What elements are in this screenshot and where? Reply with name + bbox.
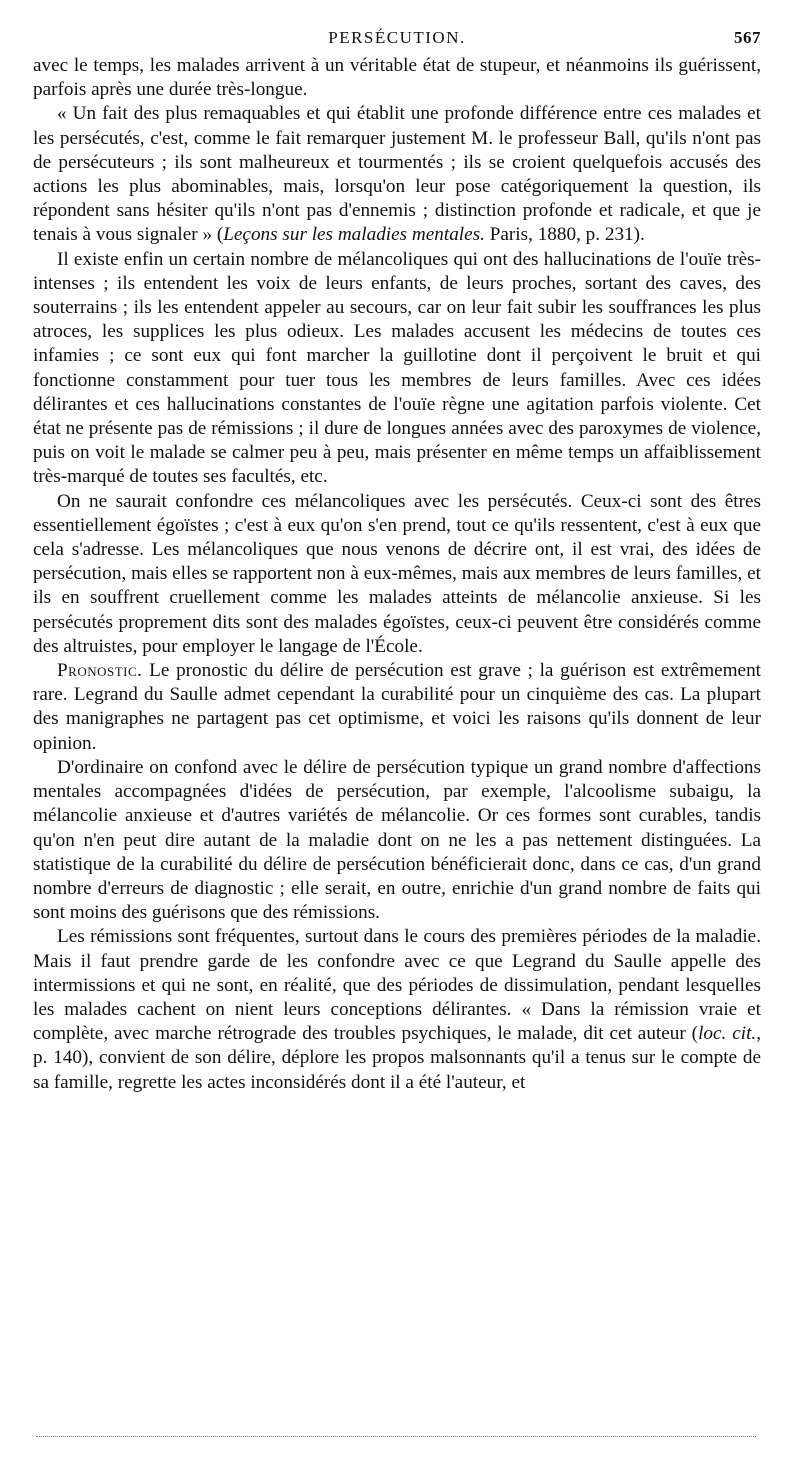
paragraph-2-end: Paris, 1880, p. 231). [484, 224, 645, 246]
paragraph-2 [33, 102, 761, 247]
citation-loc-cit: loc. cit. [698, 1023, 757, 1045]
paragraph-4-text: On ne saurait confondre ces mélancoliques avec les persécutés. Ceux-ci sont des êtres essentiellement égoïstes ; c'est à eux qu'on s'en prend, tout ce qu'ils ressentent, c'est à eux que cela s'adresse. Les mélancoliques que nous venons de décrire ont, il est vrai, des idées de persécution, mais elles se rapportent non à eux-mêmes, mais aux membres de leurs familles, et ils en souffrent cruellement comme les malades atteints de mélancolie anxieuse. Si les persécutés proprement dits sont des malades égoïstes, ceux-ci peuvent être considérés comme des altruistes, pour employer le langage de l'École. [33, 490, 761, 657]
paragraph-7 [33, 925, 761, 1094]
paragraph-7-end: , p. 140), convient de son délire, déplore les propos malsonnants qu'il a tenus sur le compte de sa famille, regrette les actes inconsidérés dont il a été l'auteur, et [33, 1023, 761, 1093]
section-heading-pronostic: Pronostic. [57, 660, 143, 682]
paragraph-7-text: Les rémissions sont fréquentes, surtout dans le cours des premières périodes de la maladie. Mais il faut prendre garde de les confondre avec ce que Legrand du Saulle appelle des intermissions et qui ne sont, en réalité, que des périodes de dissimulation, pendant lesquelles les malades cachent on nient leurs conceptions délirantes. « Dans la rémission vraie et complète, avec marche rétrograde des troubles psychiques, le malade, dit cet auteur ( [33, 926, 761, 1045]
paragraph-2-text: « Un fait des plus remaquables et qui établit une profonde différence entre ces malades et les persécutés, c'est, comme le fait remarquer justement M. le professeur Ball, qu'ils n'ont pas de persécuteurs ; ils sont malheureux et tourmentés ; ils se croient quelquefois accusés des actions les plus abominables, mais, lorsqu'on leur pose catégoriquement la question, ils répondent sans hésiter qu'ils n'ont pas d'ennemis ; distinction profonde et radicale, et que je tenais à vous signaler » ( [33, 103, 761, 246]
paragraph-6 [33, 756, 761, 925]
paragraph-6-text: D'ordinaire on confond avec le délire de persécution typique un grand nombre d'affections mentales accompagnées d'idées de persécution, par exemple, l'alcoolisme subaigu, la mélancolie anxieuse et d'autres variétés de mélancolie. Or ces formes sont curables, tandis qu'on n'en peut dire autant de la maladie dont on ne les a pas nettement distinguées. La statistique de la curabilité du délire de persécution bénéficierait donc, dans ce cas, d'un grand nombre d'erreurs de diagnostic ; elle serait, en outre, enrichie d'un grand nombre de faits qui sont moins des guérisons que des rémissions. [33, 756, 761, 924]
paragraph-1-text: avec le temps, les malades arrivent à un véritable état de stupeur, et néanmoins ils guérissent, parfois après une durée très-longue. [33, 55, 761, 101]
book-page [33, 28, 761, 1095]
page-number: 567 [734, 28, 761, 47]
paragraph-4 [33, 490, 761, 659]
running-title: PERSÉCUTION. [328, 28, 466, 47]
paragraph-5 [33, 659, 761, 756]
paragraph-5-text: Le pronostic du délire de persécution est grave ; la guérison est extrêmement rare. Legrand du Saulle admet cependant la curabilité pour un cinquième des cas. La plupart des manigraphes ne partagent pas cet optimisme, et voici les raisons qu'ils donnent de leur opinion. [33, 660, 761, 754]
page-header [33, 28, 761, 54]
citation-lecons: Leçons sur les maladies mentales. [223, 224, 485, 246]
body-text [33, 54, 761, 1095]
paragraph-1 [33, 54, 761, 102]
paragraph-3 [33, 248, 761, 490]
paragraph-3-text: Il existe enfin un certain nombre de mélancoliques qui ont des hallucinations de l'ouïe très-intenses ; ils entendent les voix de leurs enfants, de leurs proches, sortant des caves, des souterrains ; ils les entendent appeler au secours, car on leur fait subir les souffrances les plus atroces, les supplices les plus odieux. Les malades accusent les médecins de toutes ces infamies ; ce sont eux qui font marcher la guillotine dont il perçoivent le bruit et qui fonctionne constamment pour tuer tous les membres de leurs familles. Avec ces idées délirantes et ces hallucinations constantes de l'ouïe règne une agitation parfois violente. Cet état ne présente pas de rémissions ; il dure de longues années avec des paroxymes de violence, puis on voit le malade se calmer peu à peu, mais présenter en même temps un affaiblissement très-marqué de toutes ses facultés, etc. [33, 248, 761, 488]
footer-dotted-rule [36, 1436, 756, 1439]
